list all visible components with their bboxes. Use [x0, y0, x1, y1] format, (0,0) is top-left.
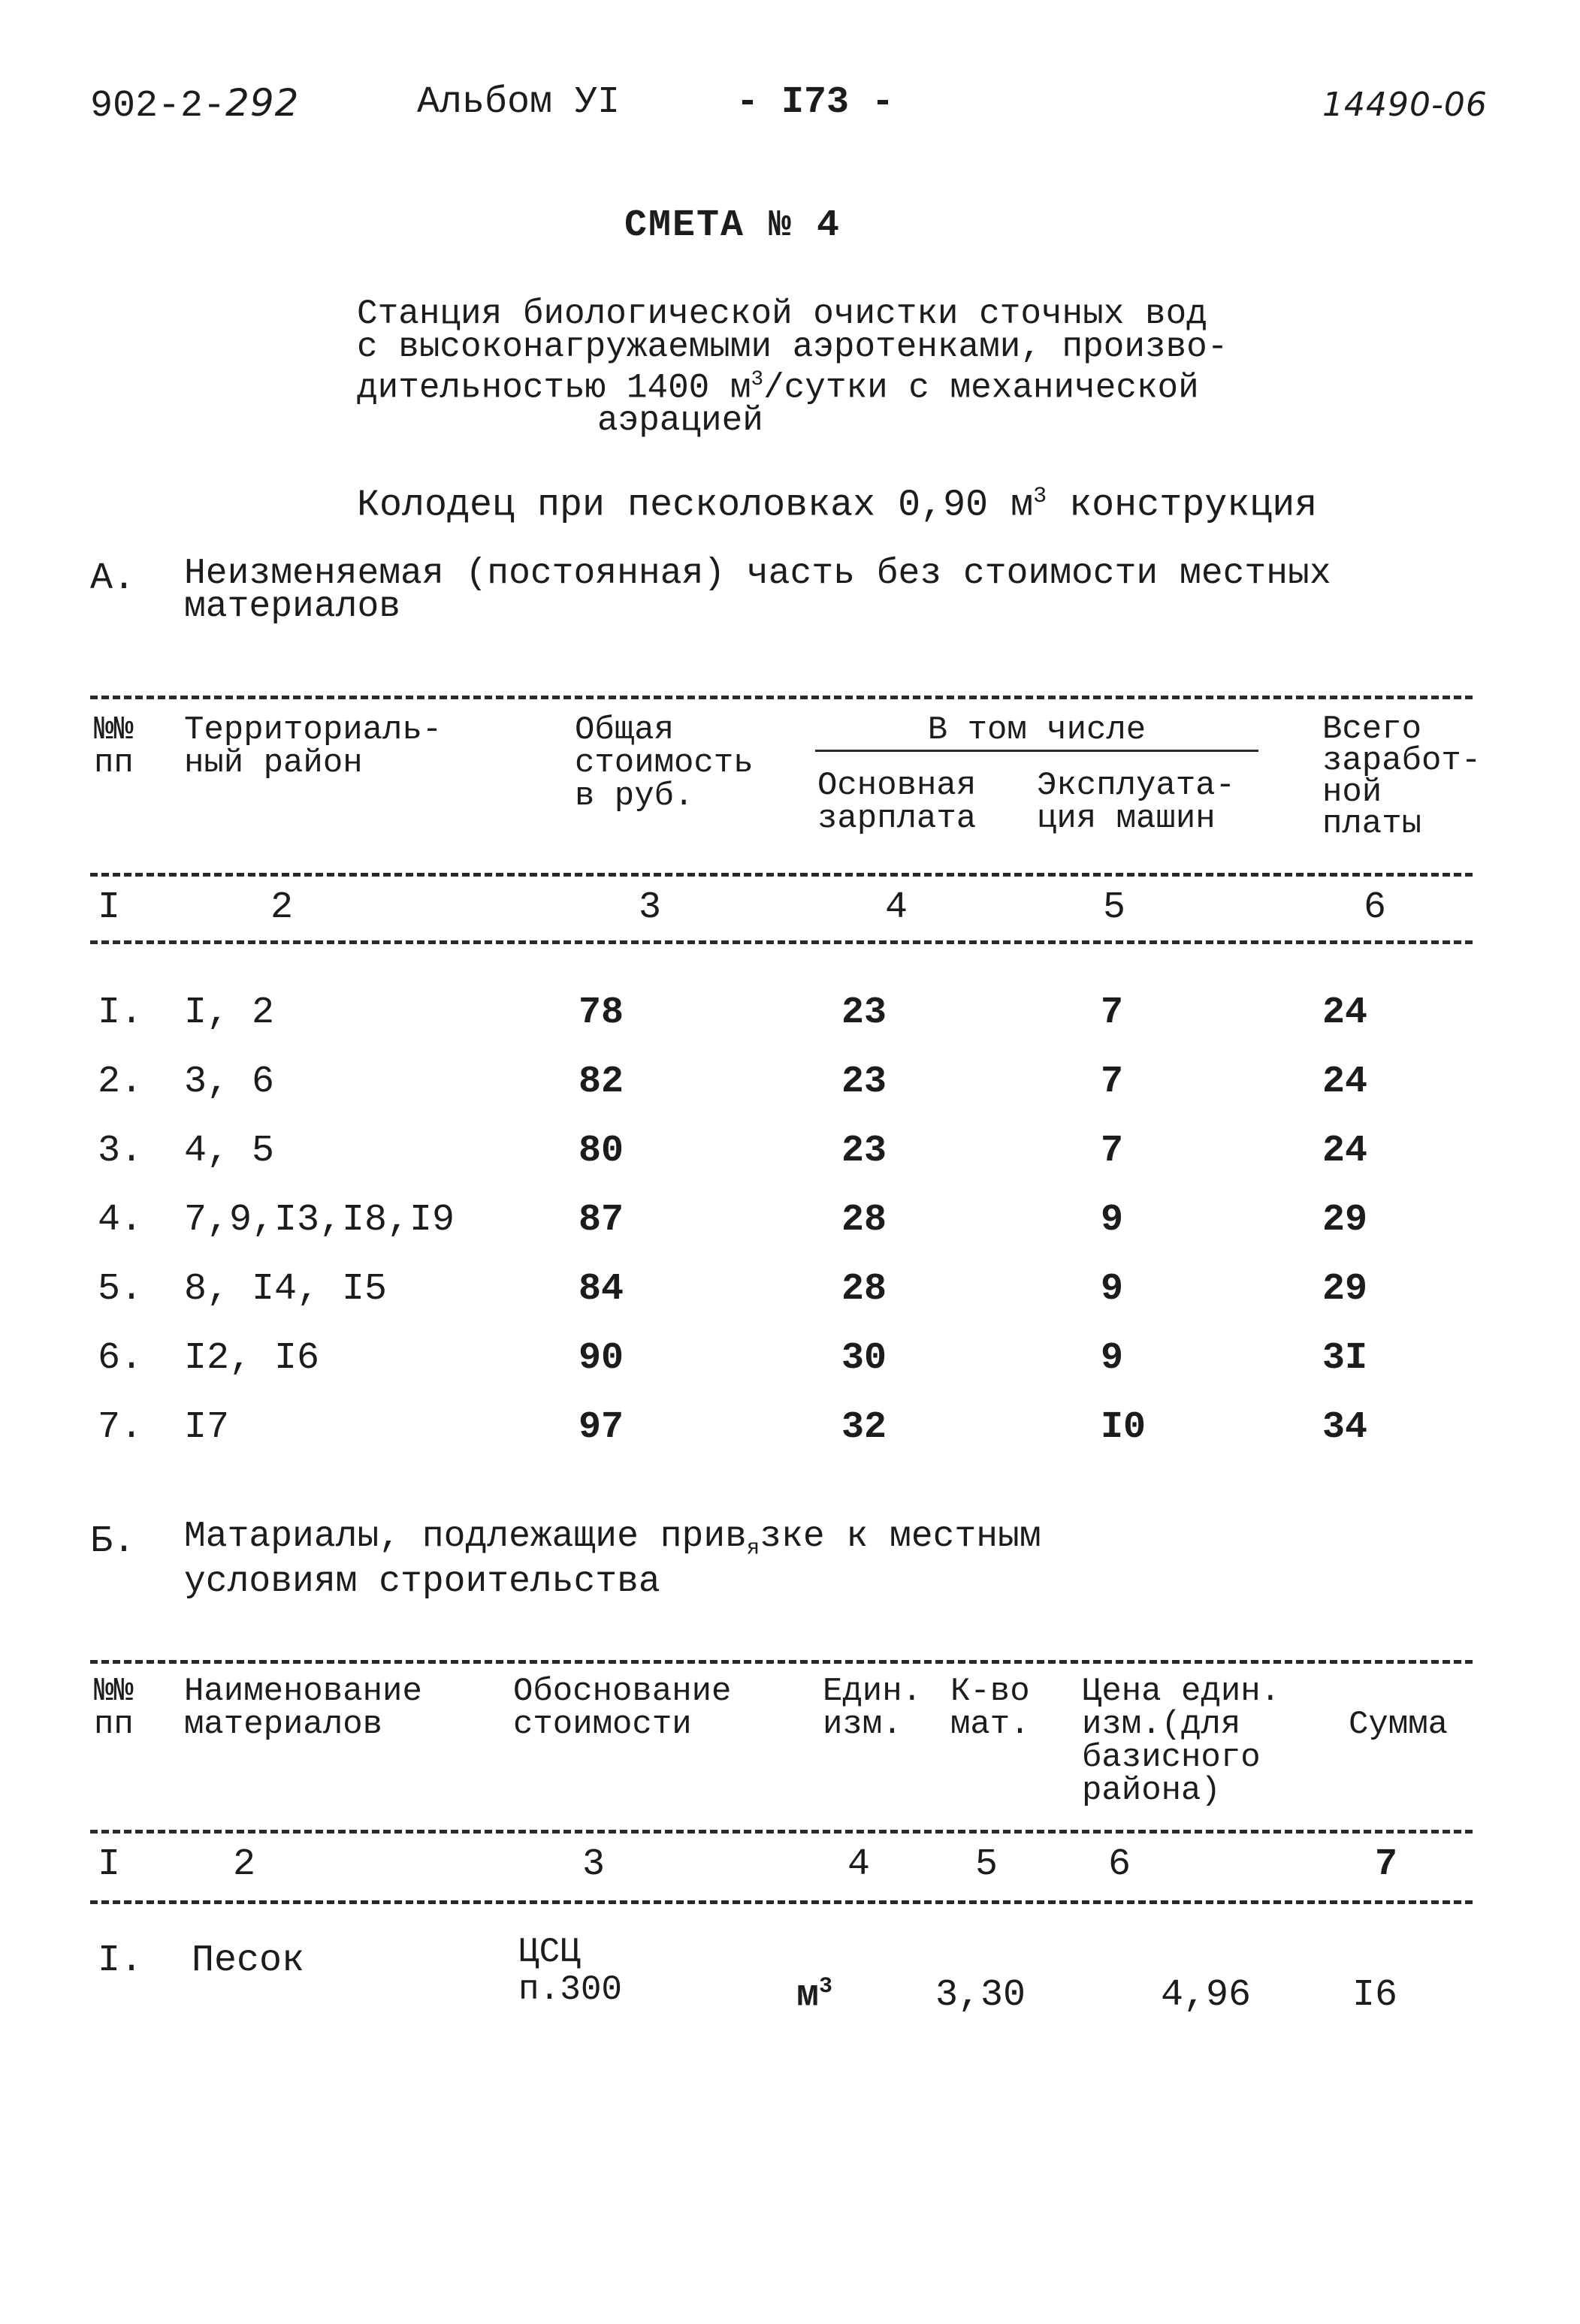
table-b-header-qty-2: мат.	[950, 1706, 1030, 1743]
section-b-line-1-text: Матариалы, подлежащие прив	[184, 1517, 747, 1557]
table-a-row-3-total: 24	[1322, 1130, 1368, 1173]
table-a-row-2-cost: 82	[579, 1061, 624, 1103]
table-a-header-cost-3: в руб.	[575, 777, 694, 815]
table-a-row-1-cost: 78	[579, 991, 624, 1034]
table-a-header-machine	[1037, 767, 1236, 838]
table-a-row-6-region: I2, I6	[184, 1337, 320, 1380]
section-b-line-1-sub: я	[746, 1535, 760, 1561]
table-a-row-7-num: 7.	[98, 1406, 143, 1449]
table-b-row-1-basis-1: ЦСЦ	[518, 1933, 581, 1972]
table-b-colnum-5: 5	[975, 1843, 998, 1886]
table-b-header-name-2: материалов	[184, 1706, 383, 1743]
project-line-3-tail: /сутки с механической	[763, 368, 1199, 408]
table-b-colnum-7: 7	[1375, 1843, 1398, 1886]
table-a-colnum-1: I	[98, 886, 121, 929]
album-label: Альбом УI	[417, 81, 621, 124]
section-a-line-1: Неизменяемая (постоянная) часть без стоимости местных	[184, 554, 1331, 594]
table-b-colnum-3: 3	[582, 1843, 606, 1886]
table-a-row-5-cost: 84	[579, 1268, 624, 1311]
table-b-header-basis	[513, 1675, 731, 1741]
table-a-rule-top	[90, 696, 1473, 699]
table-a-row-6-wage: 30	[841, 1337, 887, 1380]
table-a-row-5-region: 8, I4, I5	[184, 1268, 388, 1311]
structure-sup: 3	[1033, 484, 1047, 509]
table-a-row-4-total: 29	[1322, 1199, 1368, 1242]
table-a-header-num	[94, 711, 134, 782]
table-b-colnum-4: 4	[847, 1843, 871, 1886]
table-b-header-unit	[823, 1675, 922, 1741]
table-a-header-total-4: платы	[1322, 805, 1422, 843]
table-a-row-7-wage: 32	[841, 1406, 887, 1449]
table-b-row-1-num: I.	[98, 1939, 143, 1982]
table-a-rule-bottom	[90, 940, 1473, 944]
table-a-header-cost	[575, 711, 754, 815]
table-a-colnum-5: 5	[1103, 886, 1126, 929]
table-a-row-2-total: 24	[1322, 1061, 1368, 1103]
table-a-header-total	[1322, 711, 1482, 843]
table-a-row-2-wage: 23	[841, 1061, 887, 1103]
table-a-header-wage-1: Основная	[817, 767, 977, 804]
table-b-header-price-1: Цена един.	[1082, 1673, 1281, 1710]
table-a-colnum-3: 3	[639, 886, 662, 929]
table-a-row-1-total: 24	[1322, 991, 1368, 1034]
table-a-row-4-num: 4.	[98, 1199, 143, 1242]
table-a-row-5-total: 29	[1322, 1268, 1368, 1311]
table-b-rule-mid	[90, 1830, 1473, 1834]
table-b-header-price-2: изм.(для	[1082, 1706, 1241, 1743]
table-a-row-4-wage: 28	[841, 1199, 887, 1242]
table-a-row-7-cost: 97	[579, 1406, 624, 1449]
table-b-header-qty-1: К-во	[950, 1673, 1030, 1710]
table-a-row-6-num: 6.	[98, 1337, 143, 1380]
table-a-row-3-cost: 80	[579, 1130, 624, 1173]
table-a-colnum-4: 4	[885, 886, 908, 929]
structure-text: Колодец при песколовках 0,90 м	[357, 484, 1034, 527]
table-b-row-1-basis-2: п.300	[518, 1970, 623, 2009]
table-b-header-unit-2: изм.	[823, 1706, 902, 1743]
table-a-header-including: В том числе	[815, 714, 1258, 752]
table-b-row-1-name: Песок	[192, 1939, 305, 1982]
section-b-line-1	[184, 1517, 1041, 1565]
table-b-colnum-1: I	[98, 1843, 121, 1886]
table-b-header-basis-1: Обоснование	[513, 1673, 732, 1710]
section-a-line-2: материалов	[184, 587, 401, 627]
table-b-header-num	[94, 1675, 134, 1741]
table-a-row-6-machine: 9	[1101, 1337, 1124, 1380]
section-a-letter: А.	[90, 557, 136, 600]
table-a-row-4-machine: 9	[1101, 1199, 1124, 1242]
table-a-row-3-num: 3.	[98, 1130, 143, 1173]
table-a-header-region-2: ный район	[184, 744, 363, 782]
table-b-header-name	[184, 1675, 422, 1741]
table-a-row-2-region: 3, 6	[184, 1061, 275, 1103]
table-a-row-3-wage: 23	[841, 1130, 887, 1173]
table-b-header-num-1: №№	[94, 1673, 134, 1710]
table-a-header-total-3: ной	[1322, 774, 1382, 811]
table-a-colnum-6: 6	[1364, 886, 1387, 929]
table-b-header-qty	[950, 1675, 1030, 1741]
project-line-3-text: дительностью 1400 м	[357, 368, 751, 408]
page-number: - I73 -	[736, 81, 895, 124]
table-a-header-region	[184, 711, 443, 782]
section-b-line-1-tail: зке к местным	[760, 1517, 1041, 1557]
structure-suffix: конструкция	[1047, 484, 1318, 527]
table-b-header-price	[1082, 1675, 1280, 1807]
structure-title	[357, 484, 1317, 527]
project-line-1: Станция биологической очистки сточных вод	[357, 294, 1207, 334]
project-line-2: с высоконагружаемыми аэротенками, произво-	[357, 327, 1228, 367]
table-a-colnum-2: 2	[270, 886, 294, 929]
section-b-letter: Б.	[90, 1520, 136, 1563]
section-b-heading	[184, 1517, 1041, 1602]
table-a-header-machine-1: Эксплуата-	[1037, 767, 1236, 804]
project-description	[357, 294, 1228, 441]
table-a-row-1-num: I.	[98, 991, 143, 1034]
table-a-header-machine-2: ция машин	[1037, 800, 1216, 838]
table-b-colnum-2: 2	[233, 1843, 256, 1886]
section-b-line-2: условиям строительства	[184, 1561, 660, 1602]
table-b-row-1-unit-base: м	[796, 1974, 820, 2018]
table-b-header-price-4: района)	[1082, 1772, 1221, 1809]
table-b-header-num-2: пп	[94, 1706, 134, 1743]
project-line-4: аэрацией	[597, 401, 763, 441]
table-a-row-3-region: 4, 5	[184, 1130, 275, 1173]
table-a-row-2-num: 2.	[98, 1061, 143, 1103]
document-code-handwritten: 292	[225, 81, 300, 125]
table-a-header-total-1: Всего	[1322, 711, 1422, 748]
table-b-header-name-1: Наименование	[184, 1673, 422, 1710]
table-b-row-1-basis	[518, 1933, 622, 2009]
table-a-row-5-num: 5.	[98, 1268, 143, 1311]
table-b-rule-bottom	[90, 1900, 1473, 1904]
table-a-row-3-machine: 7	[1101, 1130, 1124, 1173]
table-a-row-6-total: 3I	[1322, 1337, 1368, 1380]
table-b-row-1-price: 4,96	[1161, 1974, 1252, 2017]
table-a-row-4-cost: 87	[579, 1199, 624, 1242]
table-b-row-1-sum: I6	[1352, 1974, 1398, 2017]
document-number: 14490-06	[1322, 86, 1488, 124]
table-a-row-4-region: 7,9,I3,I8,I9	[184, 1199, 455, 1242]
project-line-3	[357, 364, 1228, 408]
table-a-row-7-total: 34	[1322, 1406, 1368, 1449]
table-a-row-1-region: I, 2	[184, 991, 275, 1034]
table-a-row-1-machine: 7	[1101, 991, 1124, 1034]
table-a-rule-mid	[90, 873, 1473, 877]
table-b-colnum-6: 6	[1108, 1843, 1131, 1886]
estimate-title: СМЕТА № 4	[624, 204, 841, 247]
document-code-prefix: 902-2-	[90, 85, 226, 128]
table-b-header-basis-2: стоимости	[513, 1706, 692, 1743]
table-a-row-2-machine: 7	[1101, 1061, 1124, 1103]
table-a-row-7-machine: I0	[1101, 1406, 1146, 1449]
table-a-header-num-1: №№	[94, 711, 134, 749]
table-b-row-1-unit	[796, 1974, 832, 2018]
table-b-header-sum: Сумма	[1349, 1706, 1449, 1743]
document-code	[90, 81, 299, 128]
table-a-header-total-2: заработ-	[1322, 742, 1482, 780]
table-a-row-5-wage: 28	[841, 1268, 887, 1311]
table-b-row-1-qty: 3,30	[935, 1974, 1026, 2017]
table-a-row-1-wage: 23	[841, 991, 887, 1034]
project-line-3-sup: 3	[751, 368, 764, 391]
table-a-row-5-machine: 9	[1101, 1268, 1124, 1311]
table-a-header-wage-2: зарплата	[817, 800, 977, 838]
section-a-heading	[184, 554, 1331, 627]
table-b-rule-top	[90, 1660, 1473, 1664]
table-b-header-unit-1: Един.	[823, 1673, 923, 1710]
table-a-header-num-2: пп	[94, 744, 134, 782]
table-a-header-cost-1: Общая	[575, 711, 675, 749]
table-a-header-region-1: Территориаль-	[184, 711, 443, 749]
table-a-header-cost-2: стоимость	[575, 744, 754, 782]
table-b-header-price-3: базисного	[1082, 1739, 1261, 1776]
table-a-header-wage	[817, 767, 977, 838]
table-b-row-1-unit-sup: 3	[819, 1974, 833, 2000]
table-a-row-7-region: I7	[184, 1406, 230, 1449]
table-a-row-6-cost: 90	[579, 1337, 624, 1380]
